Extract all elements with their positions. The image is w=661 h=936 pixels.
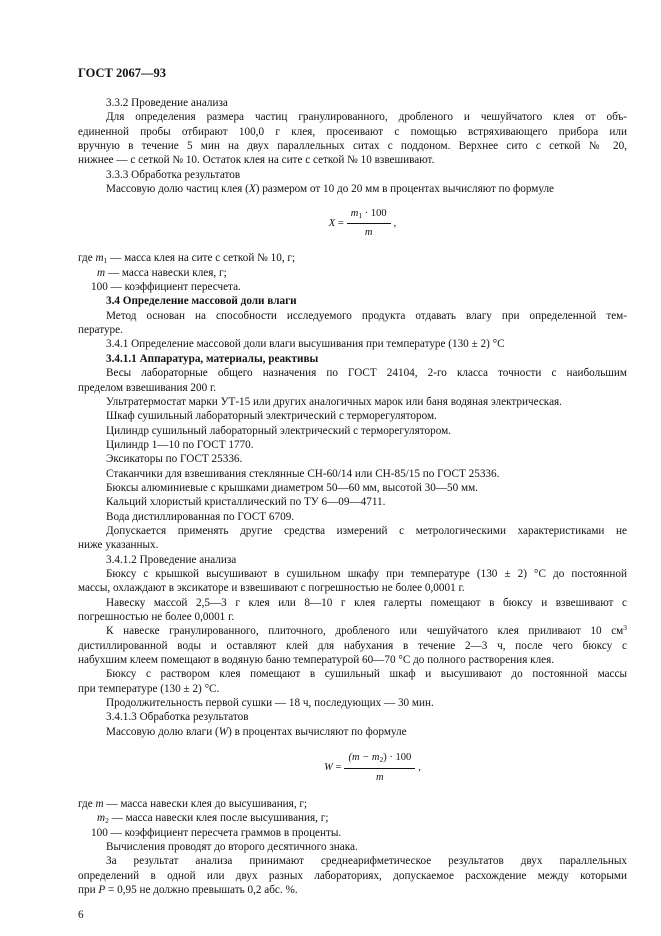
section-3-4-title: 3.4 Определение массовой доли влаги [106,295,297,308]
text: — масса навески клея после высушивания, г; [108,812,329,825]
denominator: m [364,227,373,239]
variable: m [97,812,106,825]
text: (m − m [348,752,380,764]
subscript: 1 [358,211,363,221]
equipment-line: Стаканчики для взвешивания стеклянные СН-60/14 или СН-85/15 по ГОСТ 25336. [106,467,500,480]
text: = 0,95 не должно превышать 0,2 абс. %. [105,884,298,897]
subscript: 1 [103,256,108,266]
where-line [78,251,627,265]
equipment-line: пределом взвешивания 200 г. [78,381,217,394]
equipment-line: Цилиндр 1—10 по ГОСТ 1770. [106,438,254,451]
formula-eq: = [335,761,342,773]
page-number: 6 [78,909,84,921]
document-body [78,96,627,898]
paragraph-line: погрешностью не более 0,0001 г. [78,611,235,623]
section-3-3-2-title: 3.3.2 Проведение анализа [106,97,228,109]
fraction [344,751,415,785]
numerator [347,207,391,224]
where-line [78,266,627,280]
section-3-3-3-title: 3.3.3 Обработка результатов [106,168,241,181]
paragraph-line: Бюксу с крышкой высушивают в сушильном шкафу при температуре (130 ± 2) °С до постоянной [106,567,627,580]
paragraph-line: Навеску массой 2,5—3 г клея или 8—10 г клея галерты помещают в бюксу и взвешивают с [106,596,627,609]
variable: m [350,208,359,220]
paragraph-line: дистиллированной воды и оставляют клей для набухания в течение 2—3 ч, после чего бюксу с [78,639,627,652]
text: ) · 100 [383,752,412,764]
paragraph-line: нижнее — с сеткой № 10. Остаток клея на сите с сеткой № 10 взвешивают. [78,154,435,167]
equipment-line: Вода дистиллированная по ГОСТ 6709. [106,510,295,523]
text: — масса навески клея, г; [105,266,227,279]
fraction [347,207,391,241]
variable: m [95,252,104,265]
section-3-4-1-3-title: 3.4.1.3 Обработка результатов [106,711,249,724]
text: при [78,884,99,897]
equipment-line: Шкаф сушильный лабораторный электрический с терморегулятором. [106,410,437,423]
formula-eq: = [337,217,344,229]
number: 100 [91,826,108,839]
variable: m [97,266,106,279]
text: где [78,798,96,811]
variable: W [218,725,229,738]
where-line [78,811,627,825]
paragraph-line: Метод основан на способности исследуемого продукта отдавать влагу при определенной тем- [106,309,627,322]
paragraph-line: пературе. [78,324,123,337]
equipment-line: Ультратермостат марки УТ-15 или других аналогичных марок или баня водяная электрическая. [106,395,562,408]
text: где [78,252,96,265]
paragraph-line: Продолжительность первой сушки — 18 ч, последующих — 30 мин. [106,697,434,710]
section-3-4-1-2-title: 3.4.1.2 Проведение анализа [106,553,237,566]
formula-lhs: X [328,217,336,229]
section-3-4-1-1-title: 3.4.1.1 Аппаратура, материалы, реактивы [106,352,319,365]
formula-comma: , [418,761,421,773]
where-line [78,280,627,294]
formula-comma: , [393,217,397,229]
where-line [78,797,627,811]
text: К навеске гранулированного, плиточного, дробленого или чешуйчатого клея приливают 10 см [106,625,624,638]
paragraph-line: при температуре (130 ± 2) °С. [78,682,220,695]
numerator [344,751,415,768]
paragraph-line [78,725,627,739]
paragraph-line: За результат анализа принимают среднеарифметическое результатов двух параллельных [106,855,627,868]
paragraph-line: Для определения размера частиц гранулированного, дробленого и чешуйчатого клея от объ- [106,111,627,124]
equipment-line: Кальций хлористый кристаллический по ТУ 6—09—4711. [106,496,386,509]
equipment-line: Допускается применять другие средства измерений с метрологическими характеристиками не [106,524,627,537]
equipment-line: Бюксы алюминиевые с крышками диаметром 50—60 мм, высотой 30—50 мм. [106,481,478,494]
text: — масса навески клея до высушивания, г; [103,798,308,811]
variable: P [98,884,106,897]
text: — масса клея на сите с сеткой № 10, г; [107,252,296,265]
formula-x [78,196,627,251]
text: — коэффициент пересчета граммов в проценты. [107,826,342,839]
paragraph-line [78,624,627,638]
text: ) размером от 10 до 20 мм в процентах вычисляют по формуле [255,183,555,196]
formula-lhs: W [324,761,333,773]
text: · 100 [362,208,387,220]
paragraph-line [78,883,627,897]
paragraph-line: определений в одной или двух разных лабораториях, допускаемое расхождение между которыми [78,869,627,882]
paragraph-line: вручную в течение 5 мин на двух параллельных ситах с поддоном. Верхнее сито с сеткой № 20, [78,140,627,153]
denominator: m [376,771,384,783]
number: 100 [91,281,108,294]
where-line [78,826,627,840]
equipment-line: Весы лабораторные общего назначения по ГОСТ 24104, 2-го класса точности с наибольшим [106,367,627,380]
paragraph-line [78,182,627,196]
text: — коэффициент пересчета. [107,281,241,294]
equipment-line: Эксикаторы по ГОСТ 25336. [106,453,243,466]
document-header: ГОСТ 2067—93 [78,66,167,80]
section-3-4-1-title: 3.4.1 Определение массовой доли влаги высушивания при температуре (130 ± 2) °С [106,338,505,351]
text: Массовую долю влаги ( [106,725,219,738]
subscript: 2 [105,816,109,826]
superscript: 3 [623,623,627,633]
paragraph-line: единенной пробы отбирают 100,0 г клея, просеивают с помощью встряхивающего прибора или [78,125,627,138]
variable: m [95,798,104,811]
equipment-line: Цилиндр сушильный лабораторный электрический с терморегулятором. [106,424,451,437]
formula-w [78,739,627,797]
text: Массовую долю частиц клея ( [106,183,249,196]
paragraph-line: набухшим клеем помещают в водяную баню температурой 60—70 °С до полного растворения клея. [78,654,555,667]
paragraph-line: Вычисления проводят до второго десятичного знака. [106,841,358,854]
subscript: 2 [379,755,384,765]
text: ) в процентах вычисляют по формуле [228,725,407,738]
variable: X [248,183,256,196]
paragraph-line: массы, охлаждают в эксикаторе и взвешивают с погрешностью не более 0,0001 г. [78,582,465,595]
equipment-line: ниже указанных. [78,539,159,552]
paragraph-line: Бюксу с раствором клея помещают в сушильный шкаф и высушивают до постоянной массы [106,668,627,681]
